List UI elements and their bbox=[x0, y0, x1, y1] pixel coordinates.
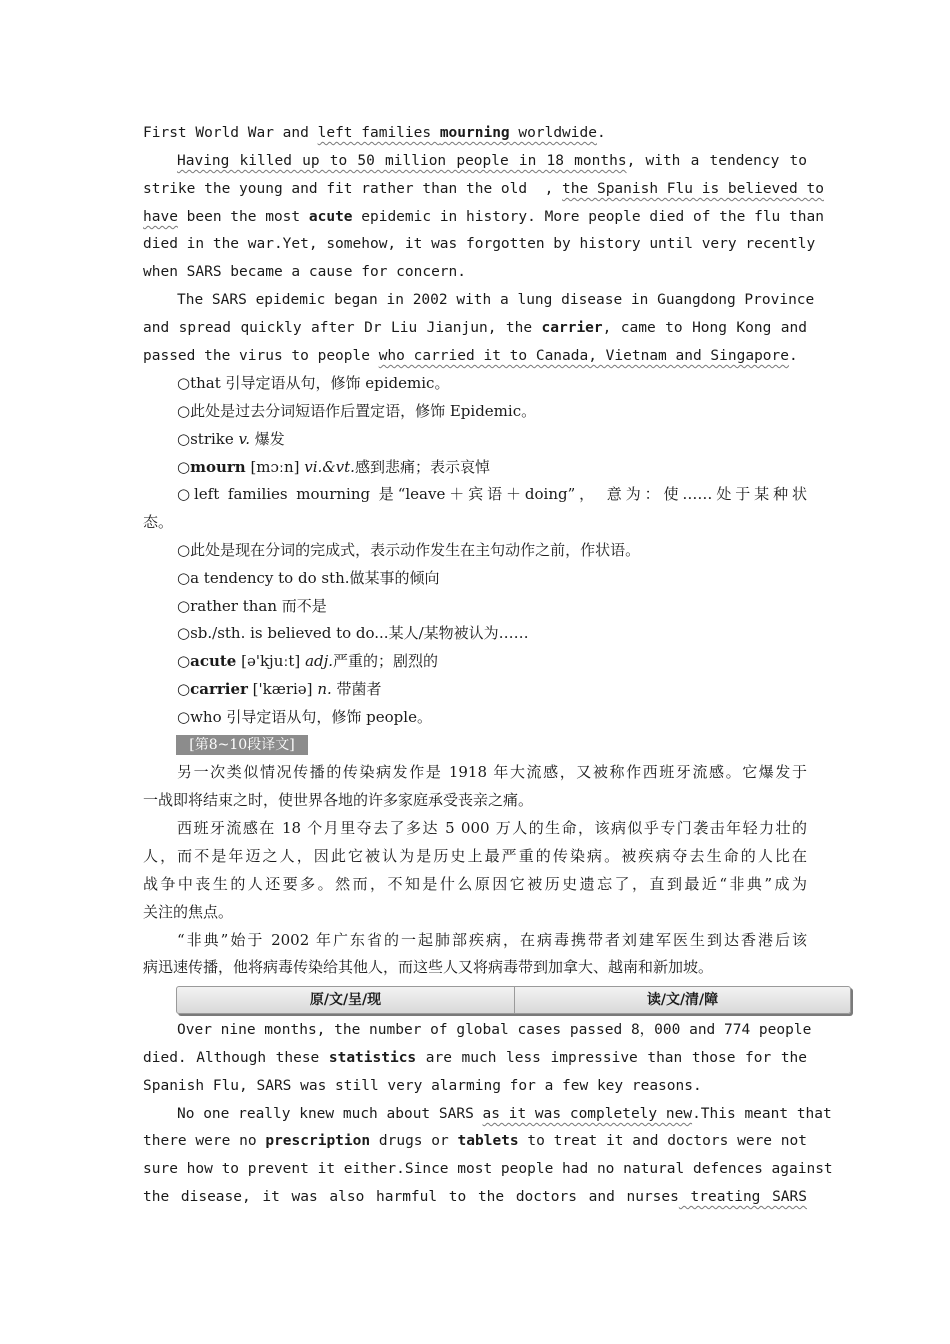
text-line: Having killed up to 50 million people in 18 months, with a tendency to bbox=[177, 153, 807, 169]
note-item: ○此处是过去分词短语作后置定语，修饰 Epidemic。 bbox=[177, 402, 537, 420]
translation-line: 另一次类似情况传播的传染病发作是 1918 年大流感，又被称作西班牙流感。它爆发于 bbox=[177, 763, 807, 781]
text-line: there were no prescription drugs or tablets to treat it and doctors were not bbox=[143, 1133, 807, 1149]
text-line: the disease, it was also harmful to the doctors and nurses treating SARS bbox=[143, 1189, 808, 1205]
text-line: died. Although these statistics are much less impressive than those for the bbox=[143, 1050, 808, 1066]
text-line: died in the war.Yet, somehow, it was forgotten by history until very recently bbox=[143, 236, 816, 252]
reading-notes-header: 读/文/清/障 bbox=[646, 992, 719, 1008]
text-line: and spread quickly after Dr Liu Jianjun, the carrier, came to Hong Kong and bbox=[143, 320, 807, 336]
text-line: passed the virus to people who carried it to Canada, Vietnam and Singapore. bbox=[143, 348, 798, 364]
text-line: No one really knew much about SARS as it was completely new.This meant that bbox=[177, 1106, 832, 1122]
text-line: have been the most acute epidemic in history. More people died of the flu than bbox=[143, 209, 824, 225]
note-item: ○carrier ['kæriə] n. 带菌者 bbox=[177, 680, 382, 698]
note-item: ○strike v. 爆发 bbox=[177, 430, 285, 448]
text-line: Over nine months, the number of global cases passed 8，000 and 774 people bbox=[177, 1022, 812, 1038]
section-header-bar bbox=[176, 986, 851, 1014]
translation-line: 人，而不是年迈之人，因此它被认为是历史上最严重的传染病。被疾病夺去生命的人比在 bbox=[143, 847, 807, 865]
text-line: Spanish Flu, SARS was still very alarming for a few key reasons. bbox=[143, 1078, 702, 1094]
translation-line: 战争中丧生的人还要多。然而，不知是什么原因它被历史遗忘了，直到最近“非典”成为 bbox=[143, 875, 807, 893]
note-item: ○that 引导定语从句，修饰 epidemic。 bbox=[177, 374, 450, 392]
text-line: First World War and left families mourning worldwide. bbox=[143, 125, 606, 141]
translation-section-tag: [第8~10段译文] bbox=[176, 735, 308, 755]
translation-line: 一战即将结束之时，使世界各地的许多家庭承受丧亲之痛。 bbox=[143, 791, 534, 809]
note-item: ○left families mourning 是“leave＋宾语＋doing”， 意为：使……处于某种状 bbox=[177, 485, 807, 503]
translation-line: 病迅速传播，他将病毒传染给其他人，而这些人又将病毒带到加拿大、越南和新加坡。 bbox=[143, 958, 714, 976]
note-item: ○rather than 而不是 bbox=[177, 597, 327, 615]
note-item: ○who 引导定语从句，修饰 people。 bbox=[177, 708, 432, 726]
note-item: ○sb./sth. is believed to do...某人/某物被认为…… bbox=[177, 624, 529, 642]
note-item: ○此处是现在分词的完成式，表示动作发生在主句动作之前，作状语。 bbox=[177, 541, 641, 559]
text-line: strike the young and fit rather than the old , the Spanish Flu is believed to bbox=[143, 181, 824, 197]
text-line: The SARS epidemic began in 2002 with a lung disease in Guangdong Province bbox=[177, 292, 815, 308]
translation-line: “非典”始于 2002 年广东省的一起肺部疾病，在病毒携带者刘建军医生到达香港后该 bbox=[177, 931, 807, 949]
translation-line: 西班牙流感在 18 个月里夺去了多达 5 000 万人的生命，该病似乎专门袭击年轻力壮的 bbox=[177, 819, 807, 837]
note-item: ○mourn [mɔːn] vi.&vt.感到悲痛；表示哀悼 bbox=[177, 458, 490, 476]
note-item: ○a tendency to do sth.做某事的倾向 bbox=[177, 569, 440, 587]
note-item: ○acute [ə'kjuːt] adj.严重的；剧烈的 bbox=[177, 652, 439, 670]
text-line: sure how to prevent it either.Since most people had no natural defences against bbox=[143, 1161, 833, 1177]
translation-line: 关注的焦点。 bbox=[143, 903, 234, 921]
text-line: when SARS became a cause for concern. bbox=[143, 264, 467, 280]
note-item: 态。 bbox=[143, 513, 174, 531]
original-text-header: 原/文/呈/现 bbox=[177, 987, 515, 1013]
